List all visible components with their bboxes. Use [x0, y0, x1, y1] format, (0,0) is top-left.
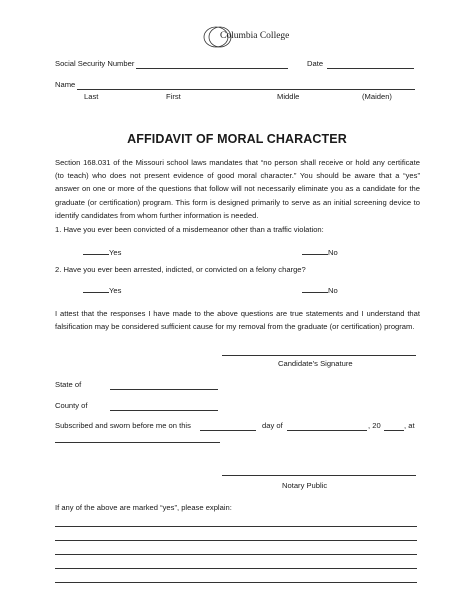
ssn-label: Social Security Number	[55, 59, 135, 68]
college-logo	[200, 24, 290, 50]
question-2-no[interactable]	[302, 284, 338, 295]
question-1-no-label: No	[328, 248, 338, 257]
sworn-year-prefix: , 20	[368, 421, 381, 430]
date-field[interactable]	[327, 59, 414, 69]
sworn-prefix: Subscribed and sworn before me on this	[55, 421, 191, 430]
question-1-yes[interactable]	[83, 246, 121, 257]
name-part-middle: Middle	[277, 92, 300, 101]
question-1-text: 1. Have you ever been convicted of a misdemeanor other than a traffic violation:	[55, 225, 324, 234]
candidate-signature-line[interactable]	[222, 355, 416, 356]
sworn-year-field[interactable]	[384, 421, 404, 431]
county-label: County of	[55, 401, 88, 410]
candidate-signature-label: Candidate’s Signature	[278, 359, 353, 368]
question-2-no-label: No	[328, 286, 338, 295]
name-part-last: Last	[84, 92, 99, 101]
explain-line-2[interactable]	[55, 540, 417, 541]
explain-line-3[interactable]	[55, 554, 417, 555]
name-part-first: First	[166, 92, 181, 101]
date-label: Date	[307, 59, 324, 68]
intro-paragraph: Section 168.031 of the Missouri school laws mandates that “no person shall receive or hold any certificate (to teach) who does not present evidence of good moral character.” You should be aware that a “yes” answer on one or more of the questions that follow will not necessarily eliminate you as a candidate for the graduate (or certification) program. This form is designed primarily to serve as an initial screening device to identify candidates from whom further information is needed.	[55, 158, 420, 220]
explain-line-5[interactable]	[55, 582, 417, 583]
name-field[interactable]	[77, 80, 415, 90]
question-2-yes-blank[interactable]	[83, 284, 109, 293]
sworn-day-of-label: day of	[262, 421, 283, 430]
state-label: State of	[55, 380, 82, 389]
sworn-location-line[interactable]	[55, 442, 220, 443]
ssn-field[interactable]	[136, 59, 288, 69]
name-part-maiden: (Maiden)	[362, 92, 392, 101]
question-1-yes-label: Yes	[109, 248, 122, 257]
explain-line-4[interactable]	[55, 568, 417, 569]
question-2-text: 2. Have you ever been arrested, indicted, or convicted on a felony charge?	[55, 265, 306, 274]
explain-prompt: If any of the above are marked “yes”, please explain:	[55, 503, 232, 512]
notary-signature-line[interactable]	[222, 475, 416, 476]
sworn-day-field[interactable]	[200, 421, 256, 431]
question-1-yes-blank[interactable]	[83, 246, 109, 255]
question-1-no[interactable]	[302, 246, 338, 257]
state-field[interactable]	[110, 380, 218, 390]
attestation-paragraph: I attest that the responses I have made to the above questions are true statements and I understand that falsification may be considered sufficient cause for my removal from the graduate (or certification) program.	[55, 309, 420, 332]
question-2-no-blank[interactable]	[302, 284, 328, 293]
sworn-month-field[interactable]	[287, 421, 367, 431]
explain-line-1[interactable]	[55, 526, 417, 527]
name-label: Name	[55, 80, 76, 89]
notary-label: Notary Public	[282, 481, 328, 490]
question-2-yes[interactable]	[83, 284, 121, 295]
college-name: Columbia College	[220, 31, 290, 41]
document-title: AFFIDAVIT OF MORAL CHARACTER	[127, 132, 347, 146]
question-2-yes-label: Yes	[109, 286, 122, 295]
county-field[interactable]	[110, 401, 218, 411]
sworn-at-label: , at	[404, 421, 415, 430]
question-1-no-blank[interactable]	[302, 246, 328, 255]
